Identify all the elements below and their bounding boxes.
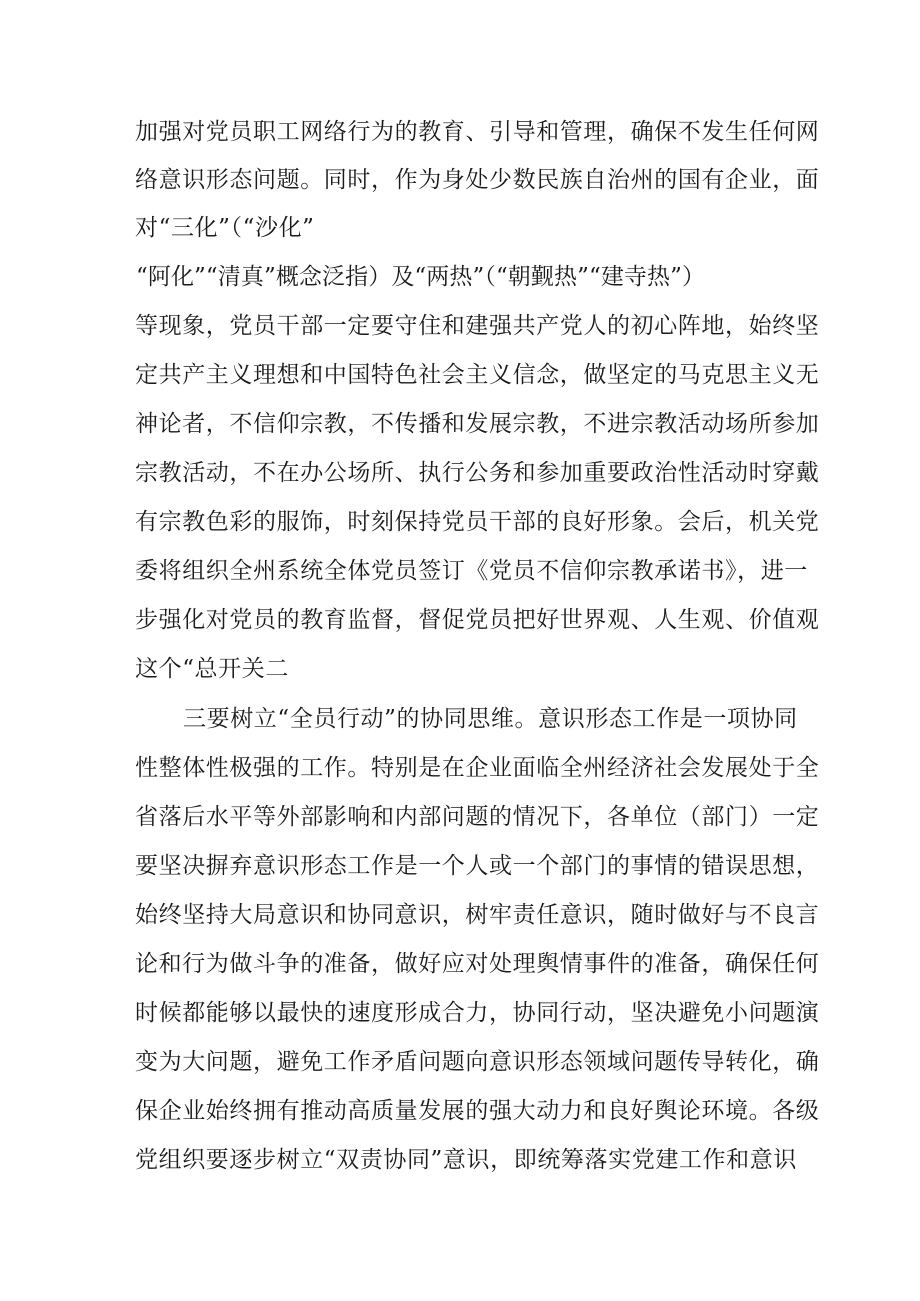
text-line: 等现象，党员干部一定要守住和建强共产党人的初心阵地，始终坚 <box>135 313 820 339</box>
text-line: 委将组织全州系统全体党员签订《党员不信仰宗教承诺书》，进一 <box>135 558 808 584</box>
text-line: 络意识形态问题。同时，作为身处少数民族自治州的国有企业，面 <box>135 167 820 193</box>
text-line: 神论者，不信仰宗教，不传播和发展宗教，不进宗教活动场所参加 <box>135 411 820 437</box>
text-line: 时候都能够以最快的速度形成合力，协同行动，坚决避免小问题演 <box>135 1000 820 1026</box>
text-line: 性整体性极强的工作。特别是在企业面临全州经济社会发展处于全 <box>135 755 820 781</box>
text-line: 省落后水平等外部影响和内部问题的情况下，各单位（部门）一定 <box>135 804 820 830</box>
text-line: 宗教活动，不在办公场所、执行公务和参加重要政治性活动时穿戴 <box>135 460 820 486</box>
text-line: 有宗教色彩的服饰，时刻保持党员干部的良好形象。会后，机关党 <box>135 509 820 535</box>
paragraph-first-line: 三要树立“全员行动”的协同思维。意识形态工作是一项协同 <box>183 706 798 732</box>
text-line: 步强化对党员的教育监督，督促党员把好世界观、人生观、价值观 <box>135 607 820 633</box>
text-line: 党组织要逐步树立“双责协同”意识，即统筹落实党建工作和意识 <box>135 1147 797 1173</box>
text-line: 定共产主义理想和中国特色社会主义信念，做坚定的马克思主义无 <box>135 362 820 388</box>
text-line: 对“三化”（“沙化” <box>135 215 315 241</box>
text-line: 论和行为做斗争的准备，做好应对处理舆情事件的准备，确保任何 <box>135 951 820 977</box>
text-line: “阿化”“清真”概念泛指）及“两热”（“朝觐热”“建寺热”） <box>136 264 706 290</box>
text-line: 变为大问题，避免工作矛盾问题向意识形态领域问题传导转化，确 <box>135 1049 820 1075</box>
text-line: 加强对党员职工网络行为的教育、引导和管理，确保不发生任何网 <box>135 119 820 145</box>
text-line: 这个“总开关二 <box>135 656 289 682</box>
text-line: 要坚决摒弃意识形态工作是一个人或一个部门的事情的错误思想， <box>135 853 820 879</box>
text-line: 保企业始终拥有推动高质量发展的强大动力和良好舆论环境。各级 <box>135 1098 820 1124</box>
text-line: 始终坚持大局意识和协同意识，树牢责任意识，随时做好与不良言 <box>135 902 820 928</box>
